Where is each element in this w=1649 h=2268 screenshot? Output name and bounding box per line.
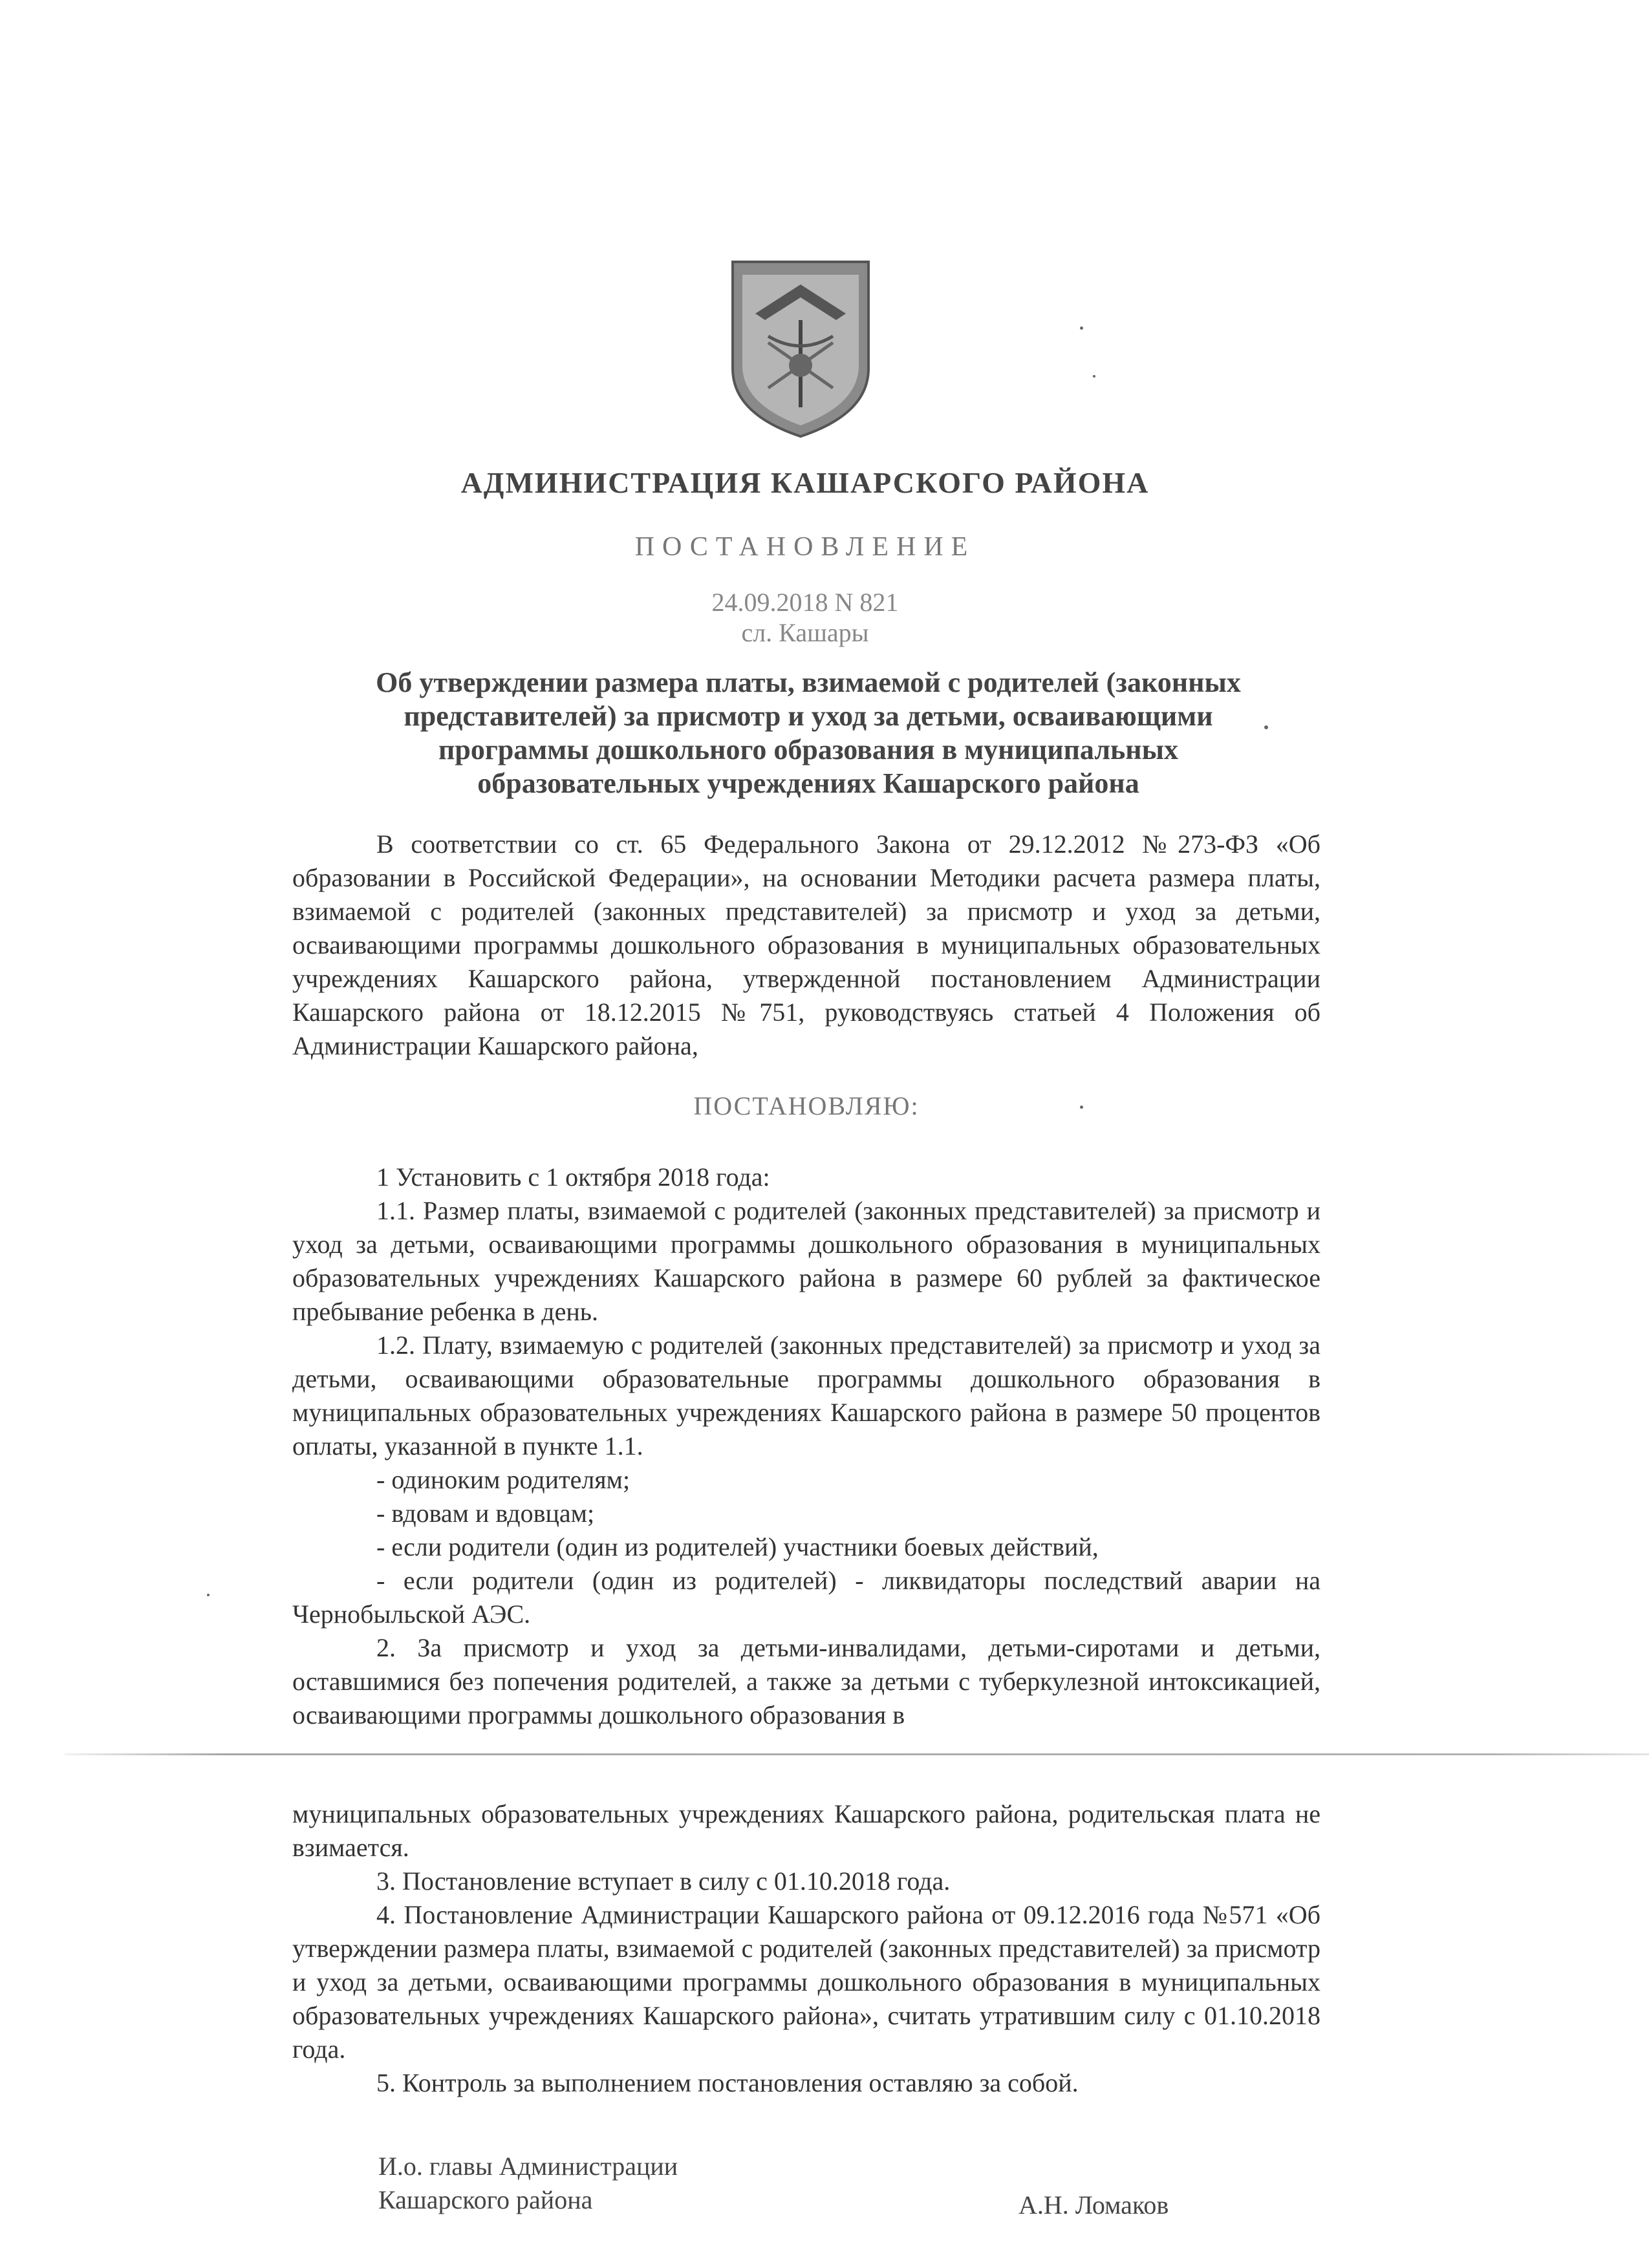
- title-line: Об утверждении размера платы, взимаемой с родителей (законных: [376, 667, 1241, 698]
- scan-speck: [1080, 326, 1083, 330]
- decree-word: ПОСТАНОВЛЯЮ:: [693, 1091, 920, 1120]
- signatory-position-line: И.о. главы Администрации: [378, 2152, 678, 2181]
- title-line: программы дошкольного образования в муниципальных: [438, 734, 1178, 765]
- list-item: - если родители (один из родителей) участники боевых действий,: [376, 1532, 1099, 1561]
- signatory-position: [378, 2150, 678, 2217]
- clause-5: 5. Контроль за выполнением постановления оставляю за собой.: [376, 2068, 1079, 2097]
- document-title: [362, 666, 1255, 800]
- organization-heading: АДМИНИСТРАЦИЯ КАШАРСКОГО РАЙОНА: [460, 466, 1150, 499]
- list-item: - если родители (один из родителей) - ликвидаторы последствий аварии на Чернобыльской АЭС.: [292, 1566, 1320, 1629]
- clause-1-2: 1.2. Плату, взимаемую с родителей (законных представителей) за присмотр и уход за детьми, осваивающими образовательные программы дошкольного образования в муниципальных образовательных учреждениях Кашарского района в размере 50 процентов оплаты, указанной в пункте 1.1.: [292, 1331, 1320, 1460]
- scan-speck: [207, 1594, 210, 1596]
- document-type: ПОСТАНОВЛЕНИЕ: [634, 532, 976, 562]
- list-item: - одиноким родителям;: [376, 1465, 630, 1494]
- title-line: представителей) за присмотр и уход за детьми, осваивающими: [404, 700, 1213, 732]
- clause-1: 1 Установить с 1 октября 2018 года:: [376, 1162, 770, 1192]
- preamble-section: [292, 828, 1320, 1063]
- clause-2: 2. За присмотр и уход за детьми-инвалидами, детьми-сиротами и детьми, оставшимися без попечения родителей, а также за детьми с туберкулезной интоксикацией, осваивающими программы дошкольного образования в: [292, 1633, 1320, 1729]
- document-date-number: 24.09.2018 N 821: [711, 588, 899, 617]
- title-line: образовательных учреждениях Кашарского района: [477, 767, 1139, 799]
- clause-2-continued: муниципальных образовательных учреждениях Кашарского района, родительская плата не взимается.: [292, 1799, 1320, 1862]
- document-place: сл. Кашары: [741, 618, 869, 647]
- preamble-text: В соответствии со ст. 65 Федерального Закона от 29.12.2012 №273-ФЗ «Об образовании в Российской Федерации», на основании Методики расчета размера платы, взимаемой с родителей (законных представителей) за присмотр и уход за детьми, осваивающими программы дошкольного образования в муниципальных образовательных учреждениях Кашарского района, утвержденной постановлением Администрации Кашарского района от 18.12.2015 №751, руководствуясь статьей 4 Положения об Администрации Кашарского района,: [292, 829, 1320, 1060]
- decree-heading-section: [292, 1089, 1320, 1123]
- list-item: - вдовам и вдовцам;: [376, 1499, 595, 1528]
- scan-speck: [1264, 725, 1268, 729]
- coat-of-arms-emblem: [729, 259, 872, 440]
- signatory-name: А.Н. Ломаков: [1018, 2190, 1169, 2220]
- clauses-section: [292, 1161, 1320, 1732]
- clause-3: 3. Постановление вступает в силу с 01.10.2018 года.: [376, 1867, 951, 1896]
- signatory-position-line: Кашарского района: [378, 2185, 593, 2214]
- clauses-continued-section: [292, 1797, 1320, 2100]
- scan-speck: [1093, 375, 1095, 378]
- scan-speck: [1080, 1106, 1083, 1109]
- page-fold-line: [65, 1753, 1649, 1755]
- clause-1-1: 1.1. Размер платы, взимаемой с родителей (законных представителей) за присмотр и уход за детьми, осваивающими программы дошкольного образования в муниципальных образовательных учреждениях Кашарского района в размере 60 рублей за фактическое пребывание ребенка в день.: [292, 1196, 1320, 1326]
- clause-4: 4. Постановление Администрации Кашарского района от 09.12.2016 года №571 «Об утверждении размера платы, взимаемой с родителей (законных представителей) за присмотр и уход за детьми, осваивающими программы дошкольного образования в муниципальных образовательных учреждениях Кашарского района», считать утратившим силу с 01.10.2018 года.: [292, 1900, 1320, 2064]
